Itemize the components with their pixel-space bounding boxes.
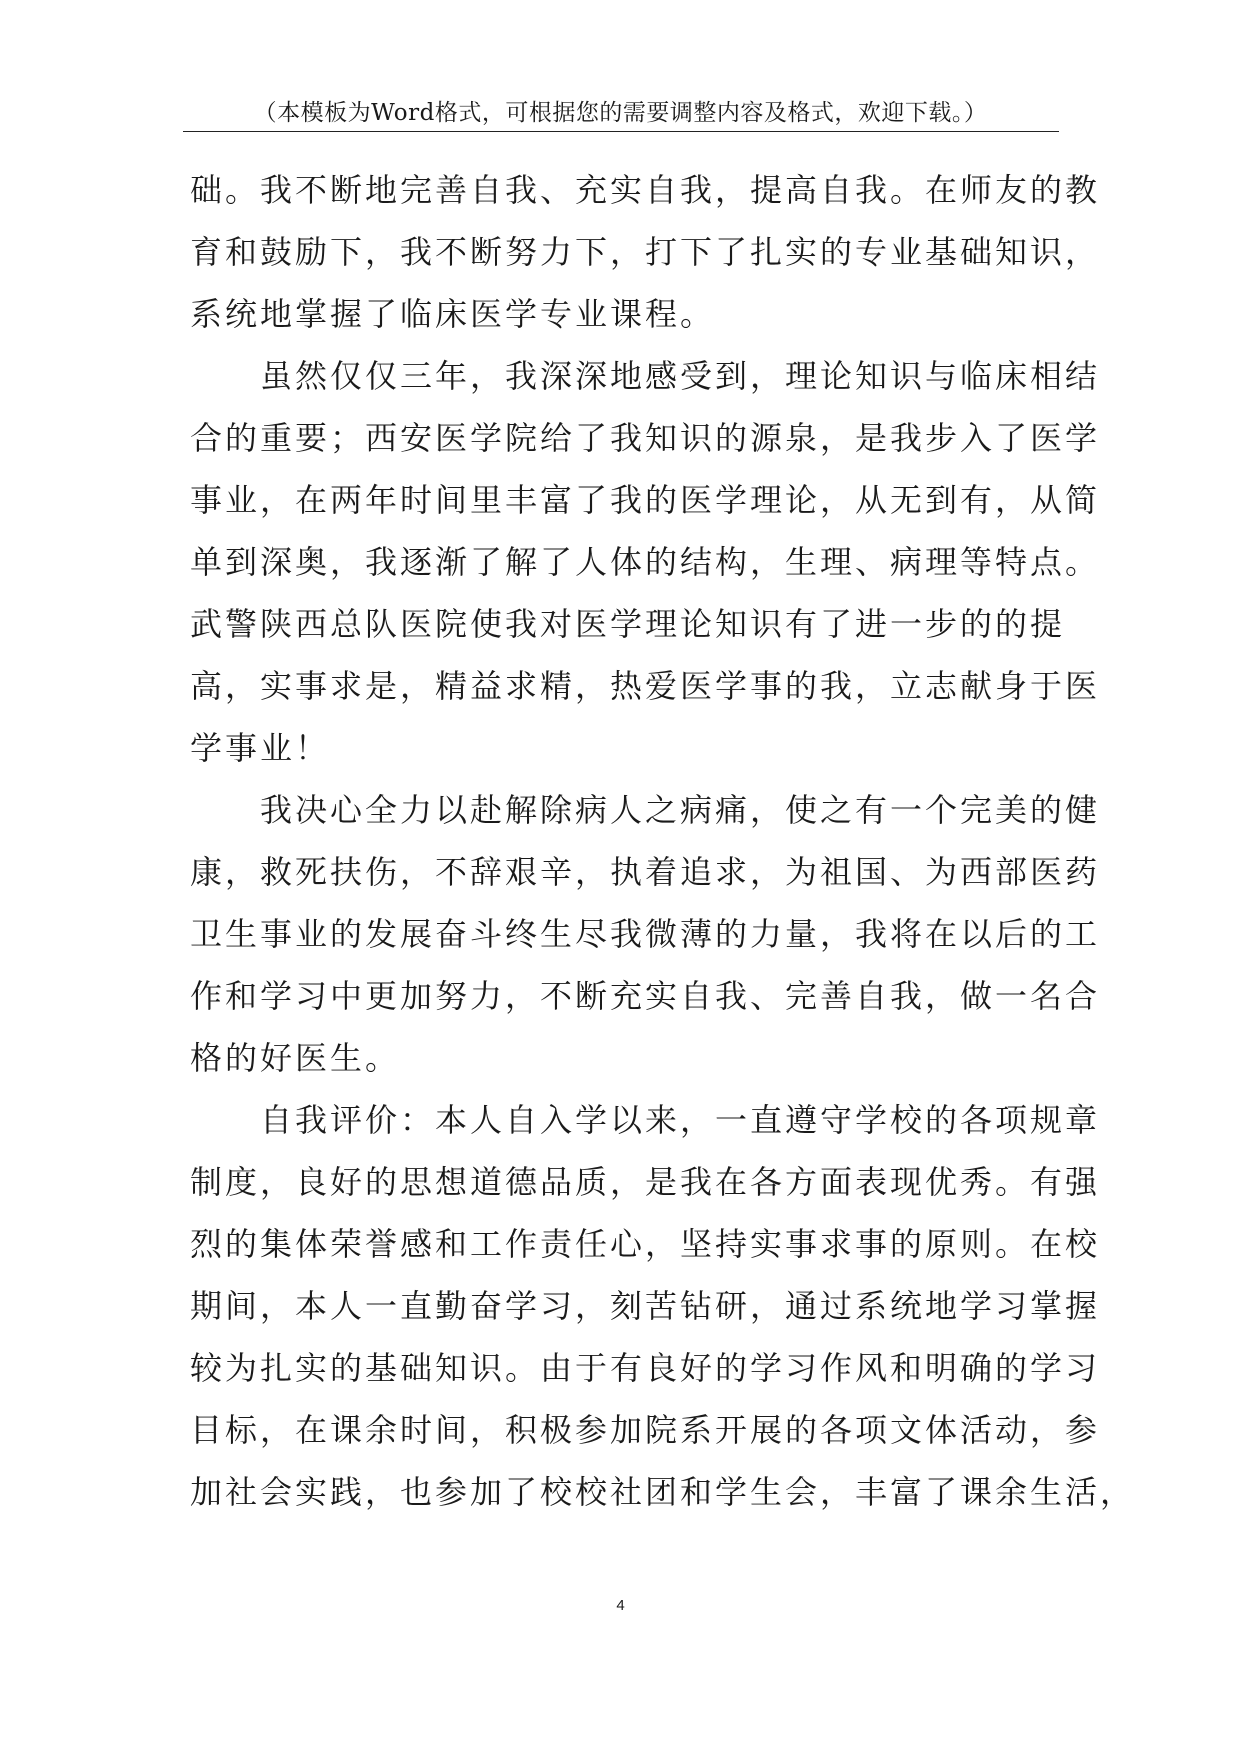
text-line: 格的好医生。	[190, 1039, 401, 1077]
text-line: 武警陕西总队医院使我对医学理论知识有了进一步的的提	[190, 605, 1066, 643]
page-number: 4	[616, 1597, 625, 1614]
text-line: 自我评价：本人自入学以来，一直遵守学校的各项规章	[190, 1101, 1101, 1139]
text-line: 较为扎实的基础知识。由于有良好的学习作风和明确的学习	[190, 1349, 1101, 1387]
text-line: 础。我不断地完善自我、充实自我，提高自我。在师友的教	[190, 171, 1101, 209]
text-line: 我决心全力以赴解除病人之病痛，使之有一个完美的健	[190, 791, 1101, 829]
text-line: 卫生事业的发展奋斗终生尽我微薄的力量，我将在以后的工	[190, 915, 1101, 953]
text-line: 目标，在课余时间，积极参加院系开展的各项文体活动，参	[190, 1411, 1101, 1449]
document-body	[190, 159, 1136, 1523]
text-line: 育和鼓励下，我不断努力下，打下了扎实的专业基础知识，	[190, 233, 1101, 271]
text-line: 加社会实践，也参加了校校社团和学生会，丰富了课余生活，	[190, 1473, 1136, 1511]
text-line: 烈的集体荣誉感和工作责任心，坚持实事求事的原则。在校	[190, 1225, 1101, 1263]
text-line: 制度，良好的思想道德品质，是我在各方面表现优秀。有强	[190, 1163, 1101, 1201]
text-line: 合的重要；西安医学院给了我知识的源泉，是我步入了医学	[190, 419, 1101, 457]
text-line: 作和学习中更加努力，不断充实自我、完善自我，做一名合	[190, 977, 1101, 1015]
page-header-note: （本模板为Word格式，可根据您的需要调整内容及格式，欢迎下载。）	[253, 100, 988, 126]
text-line: 康，救死扶伤，不辞艰辛，执着追求，为祖国、为西部医药	[190, 853, 1101, 891]
text-line: 虽然仅仅三年，我深深地感受到，理论知识与临床相结	[190, 357, 1101, 395]
header-divider	[183, 131, 1059, 132]
text-line: 单到深奥，我逐渐了解了人体的结构，生理、病理等特点。	[190, 543, 1101, 581]
text-line: 系统地掌握了临床医学专业课程。	[190, 295, 716, 333]
text-line: 高，实事求是，精益求精，热爱医学事的我，立志献身于医	[190, 667, 1101, 705]
text-line: 期间，本人一直勤奋学习，刻苦钻研，通过系统地学习掌握	[190, 1287, 1101, 1325]
text-line: 学事业！	[190, 729, 331, 767]
text-line: 事业，在两年时间里丰富了我的医学理论，从无到有，从简	[190, 481, 1101, 519]
